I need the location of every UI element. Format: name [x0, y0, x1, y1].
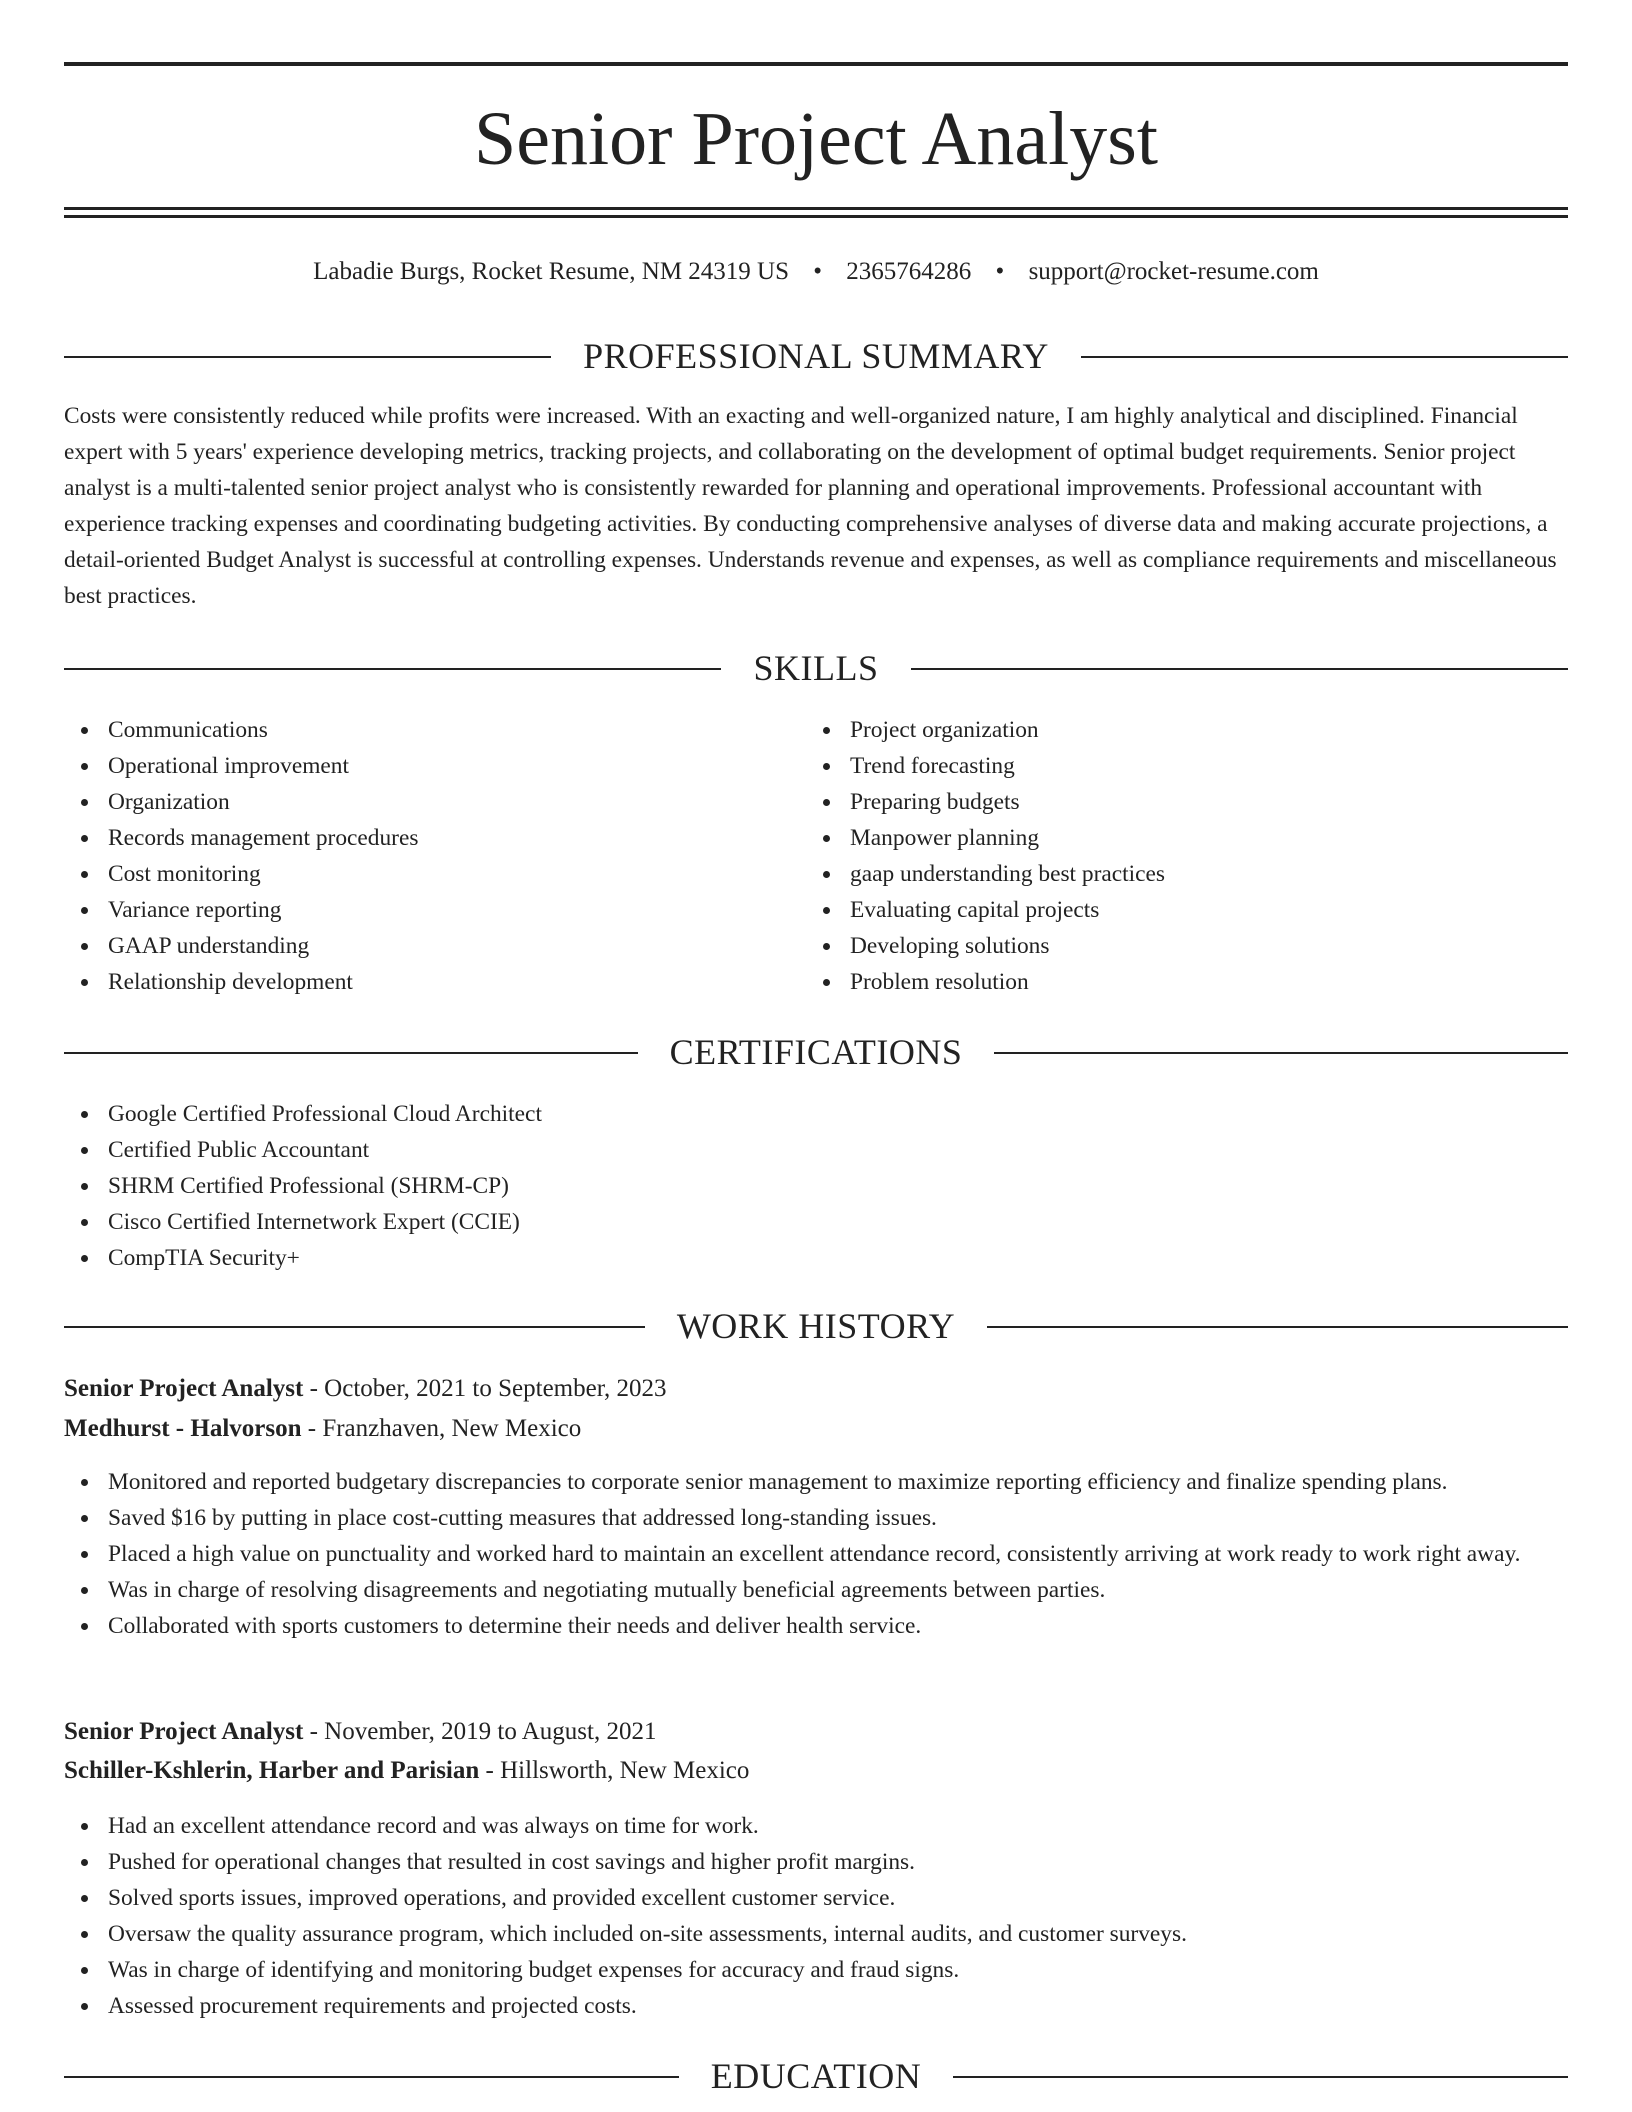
certification-item: CompTIA Security+	[64, 1240, 1568, 1276]
skill-item: Operational improvement	[64, 748, 804, 784]
job-duty-item: Saved $16 by putting in place cost-cutting measures that addressed long-standing issues.	[64, 1500, 1568, 1536]
skill-item: gaap understanding best practices	[806, 856, 1546, 892]
certifications-block	[64, 1096, 1568, 1276]
job-location: - Franzhaven, New Mexico	[301, 1415, 582, 1442]
section-heading-work-history	[64, 1304, 1568, 1348]
job-duty-item: Had an excellent attendance record and was always on time for work.	[64, 1808, 1568, 1844]
contact-separator: •	[995, 258, 1005, 285]
skill-item: Problem resolution	[806, 964, 1546, 1000]
job-company-line	[64, 1410, 1568, 1448]
job-title-line	[64, 1713, 1568, 1751]
skills-list-left	[64, 712, 804, 1000]
job-duty-item: Solved sports issues, improved operations, and provided excellent customer service.	[64, 1880, 1568, 1916]
skill-item: Communications	[64, 712, 804, 748]
professional-summary-text: Costs were consistently reduced while profits were increased. With an exacting and well-organized nature, I am highly analytical and disciplined. Financial expert with 5 years' experience developing metrics, tracking projects, and collaborating on the development of optimal budget requirements. Senior project analyst is a multi-talented senior project analyst who is consistently rewarded for planning and operational improvements. Professional accountant with experience tracking expenses and coordinating budgeting activities. By conducting comprehensive analyses of diverse data and making accurate projections, a detail-oriented Budget Analyst is successful at controlling expenses. Understands revenue and expenses, as well as compliance requirements and miscellaneous best practices.	[64, 403, 1557, 609]
section-title: PROFESSIONAL SUMMARY	[551, 336, 1081, 376]
section-title: CERTIFICATIONS	[638, 1032, 995, 1072]
skill-item: Manpower planning	[806, 820, 1546, 856]
contact-separator: •	[813, 258, 823, 285]
job-duty-item: Monitored and reported budgetary discrepancies to corporate senior management to maximize reporting efficiency and finalize spending plans.	[64, 1464, 1568, 1500]
certification-item: Certified Public Accountant	[64, 1132, 1568, 1168]
job-dates: - October, 2021 to September, 2023	[303, 1375, 667, 1402]
skill-item: Project organization	[806, 712, 1546, 748]
skill-item: Relationship development	[64, 964, 804, 1000]
section-heading-summary	[64, 334, 1568, 378]
skill-item: Records management procedures	[64, 820, 804, 856]
title-divider-lower	[64, 215, 1568, 218]
skill-item: Trend forecasting	[806, 748, 1546, 784]
job-company: Medhurst - Halvorson	[64, 1415, 302, 1442]
section-heading-certifications	[64, 1030, 1568, 1074]
job-duties	[64, 1464, 1568, 1644]
skills-list-right	[806, 712, 1546, 1000]
job-duties-list	[64, 1808, 1568, 2024]
job-duty-item: Placed a high value on punctuality and worked hard to maintain an excellent attendance record, consistently arriving at work ready to work right away.	[64, 1536, 1568, 1572]
certifications-list	[64, 1096, 1568, 1276]
contact-address: Labadie Burgs, Rocket Resume, NM 24319 US	[313, 258, 790, 285]
contact-email: support@rocket-resume.com	[1028, 258, 1319, 285]
certification-item: Google Certified Professional Cloud Architect	[64, 1096, 1568, 1132]
job-duty-item: Was in charge of resolving disagreements and negotiating mutually beneficial agreements between parties.	[64, 1572, 1568, 1608]
job-location: - Hillsworth, New Mexico	[479, 1757, 750, 1784]
section-title: EDUCATION	[679, 2056, 953, 2096]
skill-item: Developing solutions	[806, 928, 1546, 964]
contact-line	[64, 254, 1568, 290]
title-divider-upper	[64, 207, 1568, 210]
job-dates: - November, 2019 to August, 2021	[303, 1718, 657, 1745]
skill-item: Evaluating capital projects	[806, 892, 1546, 928]
job-duty-item: Collaborated with sports customers to determine their needs and deliver health service.	[64, 1608, 1568, 1644]
job-company-line	[64, 1752, 1568, 1790]
contact-phone: 2365764286	[846, 258, 972, 285]
job-duties	[64, 1808, 1568, 2024]
section-title: WORK HISTORY	[645, 1306, 987, 1346]
job-title: Senior Project Analyst	[64, 1718, 304, 1745]
skill-item: GAAP understanding	[64, 928, 804, 964]
certification-item: SHRM Certified Professional (SHRM-CP)	[64, 1168, 1568, 1204]
section-heading-education	[64, 2054, 1568, 2098]
job-duties-list	[64, 1464, 1568, 1644]
job-title: Senior Project Analyst	[64, 1375, 304, 1402]
job-duty-item: Oversaw the quality assurance program, which included on-site assessments, internal audits, and customer surveys.	[64, 1916, 1568, 1952]
job-duty-item: Was in charge of identifying and monitoring budget expenses for accuracy and fraud signs.	[64, 1952, 1568, 1988]
skill-item: Cost monitoring	[64, 856, 804, 892]
resume-title: Senior Project Analyst	[474, 97, 1158, 181]
skills-column-right	[806, 712, 1546, 1000]
skill-item: Organization	[64, 784, 804, 820]
job-duty-item: Pushed for operational changes that resulted in cost savings and higher profit margins.	[64, 1844, 1568, 1880]
job-company: Schiller-Kshlerin, Harber and Parisian	[64, 1757, 480, 1784]
section-title: SKILLS	[721, 648, 910, 688]
job-duty-item: Assessed procurement requirements and projected costs.	[64, 1988, 1568, 2024]
skill-item: Variance reporting	[64, 892, 804, 928]
skill-item: Preparing budgets	[806, 784, 1546, 820]
top-divider	[64, 62, 1568, 66]
section-heading-skills	[64, 646, 1568, 690]
certification-item: Cisco Certified Internetwork Expert (CCIE)	[64, 1204, 1568, 1240]
job-title-line	[64, 1370, 1568, 1408]
skills-column-left	[64, 712, 804, 1000]
